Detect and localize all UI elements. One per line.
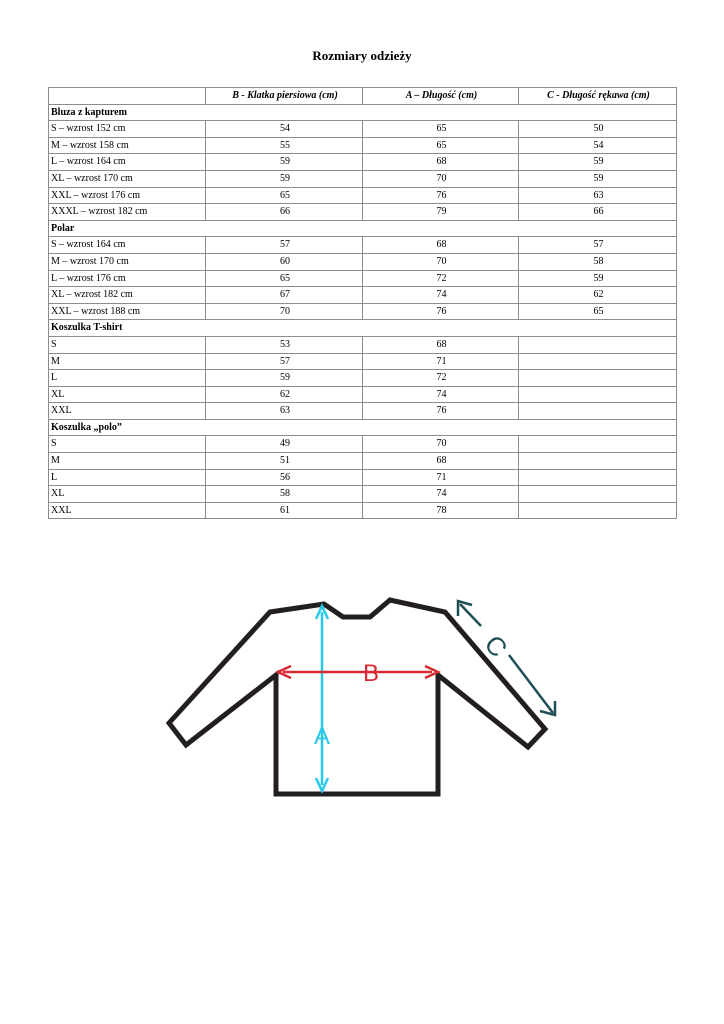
size-cell: L <box>49 370 206 387</box>
sleeve-cell: 59 <box>519 270 677 287</box>
length-cell: 76 <box>363 303 519 320</box>
size-cell: XXXL – wzrost 182 cm <box>49 204 206 221</box>
label-a: A <box>313 723 331 750</box>
label-c: C <box>478 629 514 663</box>
length-cell: 70 <box>363 436 519 453</box>
chest-cell: 58 <box>206 486 363 503</box>
sleeve-cell <box>519 353 677 370</box>
table-row <box>49 469 677 486</box>
chest-cell: 67 <box>206 287 363 304</box>
chest-cell: 49 <box>206 436 363 453</box>
chest-cell: 59 <box>206 370 363 387</box>
sleeve-cell <box>519 469 677 486</box>
sleeve-cell <box>519 403 677 420</box>
length-cell: 79 <box>363 204 519 221</box>
section-header-row <box>49 419 677 436</box>
table-row <box>49 502 677 519</box>
sleeve-cell <box>519 453 677 470</box>
size-cell: L <box>49 469 206 486</box>
length-cell: 78 <box>363 502 519 519</box>
measure-c <box>458 601 555 715</box>
size-cell: S – wzrost 152 cm <box>49 121 206 138</box>
length-cell: 70 <box>363 253 519 270</box>
length-cell: 76 <box>363 403 519 420</box>
label-b: B <box>362 660 380 687</box>
table-row <box>49 403 677 420</box>
chest-cell: 59 <box>206 154 363 171</box>
size-cell: M – wzrost 170 cm <box>49 253 206 270</box>
table-row <box>49 336 677 353</box>
measure-a <box>313 606 331 791</box>
sleeve-cell <box>519 386 677 403</box>
section-header-row <box>49 104 677 121</box>
table-row <box>49 287 677 304</box>
size-cell: M – wzrost 158 cm <box>49 137 206 154</box>
chest-cell: 70 <box>206 303 363 320</box>
sleeve-cell <box>519 486 677 503</box>
table-row <box>49 253 677 270</box>
length-cell: 68 <box>363 154 519 171</box>
table-row <box>49 370 677 387</box>
chest-cell: 55 <box>206 137 363 154</box>
size-cell: S <box>49 336 206 353</box>
size-cell: XL <box>49 486 206 503</box>
header-cell-chest: B - Klatka piersiowa (cm) <box>206 88 363 105</box>
table-row <box>49 154 677 171</box>
length-cell: 72 <box>363 370 519 387</box>
chest-cell: 56 <box>206 469 363 486</box>
section-title: Polar <box>49 220 677 237</box>
chest-cell: 65 <box>206 187 363 204</box>
table-row <box>49 353 677 370</box>
section-title: Koszulka T-shirt <box>49 320 677 337</box>
length-cell: 74 <box>363 486 519 503</box>
measure-b <box>278 666 438 678</box>
size-cell: S – wzrost 164 cm <box>49 237 206 254</box>
size-cell: L – wzrost 164 cm <box>49 154 206 171</box>
header-cell-length: A – Długość (cm) <box>363 88 519 105</box>
length-cell: 72 <box>363 270 519 287</box>
section-header-row <box>49 320 677 337</box>
length-cell: 68 <box>363 453 519 470</box>
table-row <box>49 453 677 470</box>
garment-diagram <box>160 590 560 805</box>
sleeve-cell <box>519 370 677 387</box>
size-cell: XXL <box>49 502 206 519</box>
length-cell: 70 <box>363 170 519 187</box>
chest-cell: 57 <box>206 353 363 370</box>
chest-cell: 54 <box>206 121 363 138</box>
sleeve-cell: 65 <box>519 303 677 320</box>
table-header-row <box>49 88 677 105</box>
header-cell-sleeve: C - Długość rękawa (cm) <box>519 88 677 105</box>
length-cell: 68 <box>363 237 519 254</box>
size-cell: XL – wzrost 182 cm <box>49 287 206 304</box>
size-cell: S <box>49 436 206 453</box>
sleeve-cell: 59 <box>519 170 677 187</box>
chest-cell: 63 <box>206 403 363 420</box>
table-body <box>49 104 677 519</box>
size-cell: L – wzrost 176 cm <box>49 270 206 287</box>
table-row <box>49 187 677 204</box>
table-row <box>49 436 677 453</box>
table-row <box>49 137 677 154</box>
table-row <box>49 303 677 320</box>
length-cell: 65 <box>363 121 519 138</box>
table-row <box>49 237 677 254</box>
length-cell: 68 <box>363 336 519 353</box>
size-cell: XXL – wzrost 188 cm <box>49 303 206 320</box>
sleeve-cell: 59 <box>519 154 677 171</box>
table-row <box>49 204 677 221</box>
sweatshirt-outline <box>169 600 545 794</box>
chest-cell: 60 <box>206 253 363 270</box>
length-cell: 74 <box>363 386 519 403</box>
chest-cell: 65 <box>206 270 363 287</box>
section-title: Bluza z kapturem <box>49 104 677 121</box>
header-cell-size <box>49 88 206 105</box>
size-table <box>48 87 677 519</box>
chest-cell: 53 <box>206 336 363 353</box>
chest-cell: 51 <box>206 453 363 470</box>
section-title: Koszulka „polo” <box>49 419 677 436</box>
section-header-row <box>49 220 677 237</box>
length-cell: 74 <box>363 287 519 304</box>
sleeve-cell <box>519 336 677 353</box>
sleeve-cell <box>519 436 677 453</box>
sleeve-cell: 62 <box>519 287 677 304</box>
table-row <box>49 386 677 403</box>
chest-cell: 66 <box>206 204 363 221</box>
page-title: Rozmiary odzieży <box>312 48 412 63</box>
table-row <box>49 270 677 287</box>
size-cell: XL – wzrost 170 cm <box>49 170 206 187</box>
chest-cell: 61 <box>206 502 363 519</box>
chest-cell: 57 <box>206 237 363 254</box>
sleeve-cell: 50 <box>519 121 677 138</box>
table-row <box>49 170 677 187</box>
length-cell: 76 <box>363 187 519 204</box>
table-row <box>49 121 677 138</box>
sleeve-cell: 54 <box>519 137 677 154</box>
sleeve-cell: 58 <box>519 253 677 270</box>
size-cell: XXL <box>49 403 206 420</box>
size-cell: XL <box>49 386 206 403</box>
size-cell: M <box>49 353 206 370</box>
size-cell: M <box>49 453 206 470</box>
sleeve-cell: 66 <box>519 204 677 221</box>
size-cell: XXL – wzrost 176 cm <box>49 187 206 204</box>
length-cell: 71 <box>363 469 519 486</box>
chest-cell: 62 <box>206 386 363 403</box>
sleeve-cell <box>519 502 677 519</box>
sleeve-cell: 63 <box>519 187 677 204</box>
table-row <box>49 486 677 503</box>
sleeve-cell: 57 <box>519 237 677 254</box>
length-cell: 71 <box>363 353 519 370</box>
chest-cell: 59 <box>206 170 363 187</box>
length-cell: 65 <box>363 137 519 154</box>
